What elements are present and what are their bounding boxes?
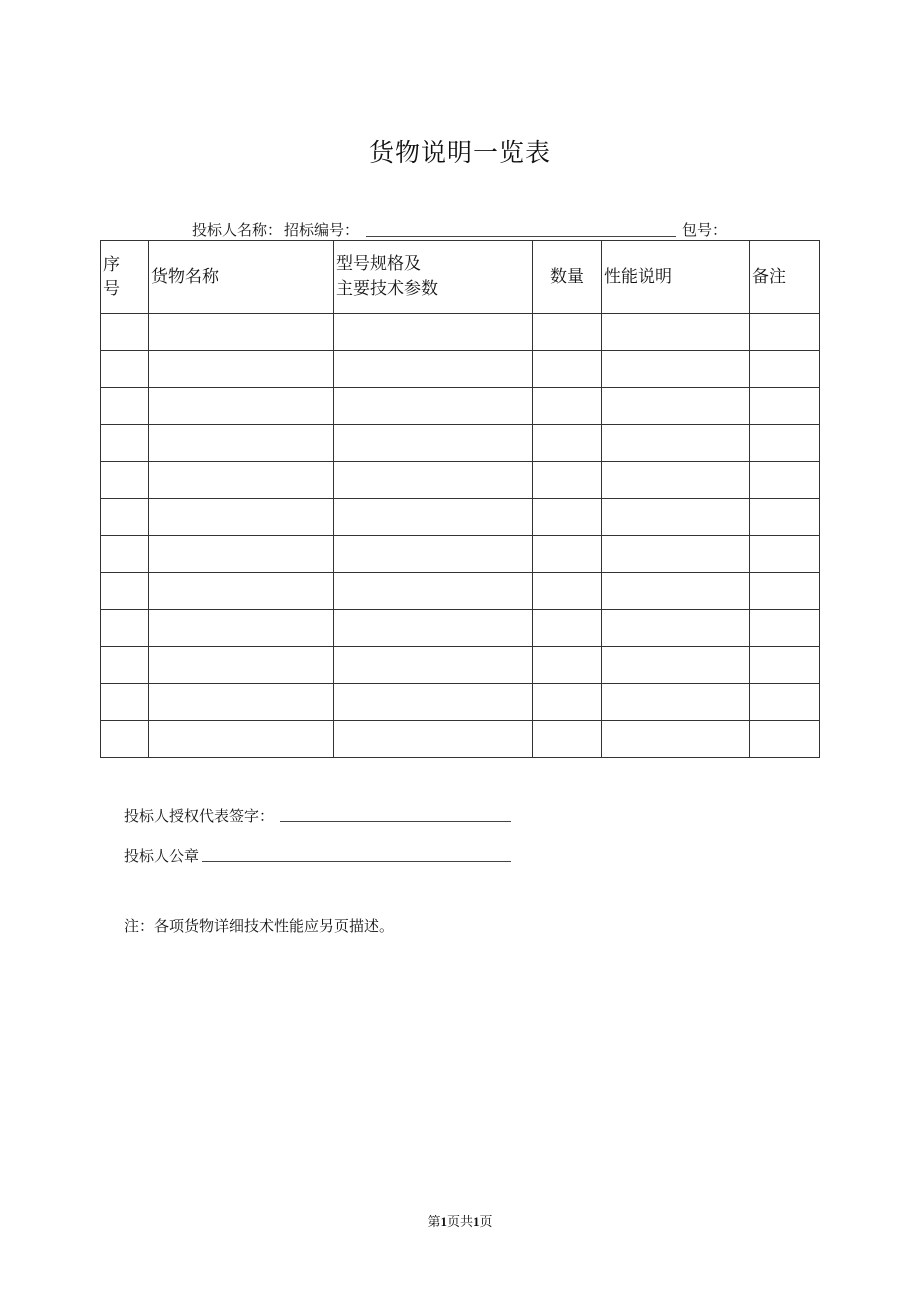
- table-row: [101, 536, 820, 573]
- cell-seq[interactable]: [101, 499, 149, 536]
- header-remark: 备注: [750, 241, 820, 314]
- cell-remark[interactable]: [750, 425, 820, 462]
- table-row: [101, 721, 820, 758]
- cell-performance[interactable]: [602, 684, 750, 721]
- cell-seq[interactable]: [101, 610, 149, 647]
- note-text: 注：各项货物详细技术性能应另页描述。: [124, 917, 395, 935]
- cell-quantity[interactable]: [533, 499, 602, 536]
- cell-performance[interactable]: [602, 499, 750, 536]
- cell-seq[interactable]: [101, 684, 149, 721]
- cell-performance[interactable]: [602, 573, 750, 610]
- cell-spec[interactable]: [334, 499, 533, 536]
- cell-spec[interactable]: [334, 573, 533, 610]
- cell-performance[interactable]: [602, 721, 750, 758]
- page-footer: 第1页共1页: [427, 1214, 493, 1230]
- cell-quantity[interactable]: [533, 425, 602, 462]
- cell-seq[interactable]: [101, 388, 149, 425]
- header-goods-name: 货物名称: [149, 241, 334, 314]
- cell-quantity[interactable]: [533, 536, 602, 573]
- cell-goods-name[interactable]: [149, 314, 334, 351]
- cell-goods-name[interactable]: [149, 647, 334, 684]
- cell-quantity[interactable]: [533, 388, 602, 425]
- table-row: [101, 610, 820, 647]
- cell-performance[interactable]: [602, 462, 750, 499]
- seal-line: [124, 845, 514, 867]
- cell-performance[interactable]: [602, 425, 750, 462]
- cell-remark[interactable]: [750, 573, 820, 610]
- cell-quantity[interactable]: [533, 721, 602, 758]
- cell-goods-name[interactable]: [149, 536, 334, 573]
- package-no-label: 包号：: [682, 221, 728, 239]
- table-row: [101, 314, 820, 351]
- table-row: [101, 388, 820, 425]
- cell-remark[interactable]: [750, 462, 820, 499]
- cell-seq[interactable]: [101, 462, 149, 499]
- cell-remark[interactable]: [750, 610, 820, 647]
- cell-goods-name[interactable]: [149, 499, 334, 536]
- table-row: [101, 351, 820, 388]
- signature-label: 投标人授权代表签字：: [124, 807, 275, 825]
- cell-seq[interactable]: [101, 536, 149, 573]
- cell-remark[interactable]: [750, 536, 820, 573]
- cell-quantity[interactable]: [533, 351, 602, 388]
- cell-quantity[interactable]: [533, 573, 602, 610]
- cell-performance[interactable]: [602, 314, 750, 351]
- cell-remark[interactable]: [750, 499, 820, 536]
- cell-spec[interactable]: [334, 721, 533, 758]
- cell-spec[interactable]: [334, 610, 533, 647]
- cell-spec[interactable]: [334, 314, 533, 351]
- cell-remark[interactable]: [750, 721, 820, 758]
- seal-blank[interactable]: [202, 861, 511, 862]
- cell-seq[interactable]: [101, 425, 149, 462]
- cell-remark[interactable]: [750, 388, 820, 425]
- header-seq: 序 号: [101, 241, 149, 314]
- table-row: [101, 684, 820, 721]
- cell-quantity[interactable]: [533, 684, 602, 721]
- cell-performance[interactable]: [602, 610, 750, 647]
- cell-spec[interactable]: [334, 425, 533, 462]
- table-header-row: [101, 241, 820, 314]
- cell-performance[interactable]: [602, 647, 750, 684]
- cell-quantity[interactable]: [533, 462, 602, 499]
- cell-seq[interactable]: [101, 573, 149, 610]
- cell-goods-name[interactable]: [149, 388, 334, 425]
- cell-seq[interactable]: [101, 314, 149, 351]
- cell-performance[interactable]: [602, 536, 750, 573]
- bidder-name-label: 投标人名称：: [192, 221, 283, 239]
- goods-table: [100, 240, 820, 758]
- cell-performance[interactable]: [602, 388, 750, 425]
- table-row: [101, 573, 820, 610]
- cell-goods-name[interactable]: [149, 351, 334, 388]
- cell-remark[interactable]: [750, 684, 820, 721]
- table-row: [101, 499, 820, 536]
- signature-blank[interactable]: [280, 821, 511, 822]
- tender-no-label: 招标编号：: [284, 221, 360, 239]
- cell-quantity[interactable]: [533, 610, 602, 647]
- cell-goods-name[interactable]: [149, 684, 334, 721]
- cell-spec[interactable]: [334, 351, 533, 388]
- tender-no-blank[interactable]: [366, 236, 676, 237]
- cell-goods-name[interactable]: [149, 462, 334, 499]
- table-row: [101, 462, 820, 499]
- seal-label: 投标人公章: [124, 847, 200, 865]
- cell-goods-name[interactable]: [149, 610, 334, 647]
- cell-performance[interactable]: [602, 351, 750, 388]
- header-performance: 性能说明: [602, 241, 750, 314]
- cell-spec[interactable]: [334, 684, 533, 721]
- cell-spec[interactable]: [334, 388, 533, 425]
- cell-seq[interactable]: [101, 721, 149, 758]
- cell-spec[interactable]: [334, 536, 533, 573]
- cell-spec[interactable]: [334, 647, 533, 684]
- signature-line: [124, 805, 514, 827]
- cell-remark[interactable]: [750, 351, 820, 388]
- cell-goods-name[interactable]: [149, 573, 334, 610]
- cell-seq[interactable]: [101, 351, 149, 388]
- cell-spec[interactable]: [334, 462, 533, 499]
- table-row: [101, 647, 820, 684]
- cell-remark[interactable]: [750, 314, 820, 351]
- bidder-info-line: [192, 219, 732, 239]
- table-row: [101, 425, 820, 462]
- cell-goods-name[interactable]: [149, 721, 334, 758]
- cell-remark[interactable]: [750, 647, 820, 684]
- cell-seq[interactable]: [101, 647, 149, 684]
- cell-quantity[interactable]: [533, 647, 602, 684]
- cell-quantity[interactable]: [533, 314, 602, 351]
- document-title: 货物说明一览表: [368, 138, 551, 167]
- header-spec: 型号规格及 主要技术参数: [334, 241, 533, 314]
- cell-goods-name[interactable]: [149, 425, 334, 462]
- header-quantity: 数量: [533, 241, 602, 314]
